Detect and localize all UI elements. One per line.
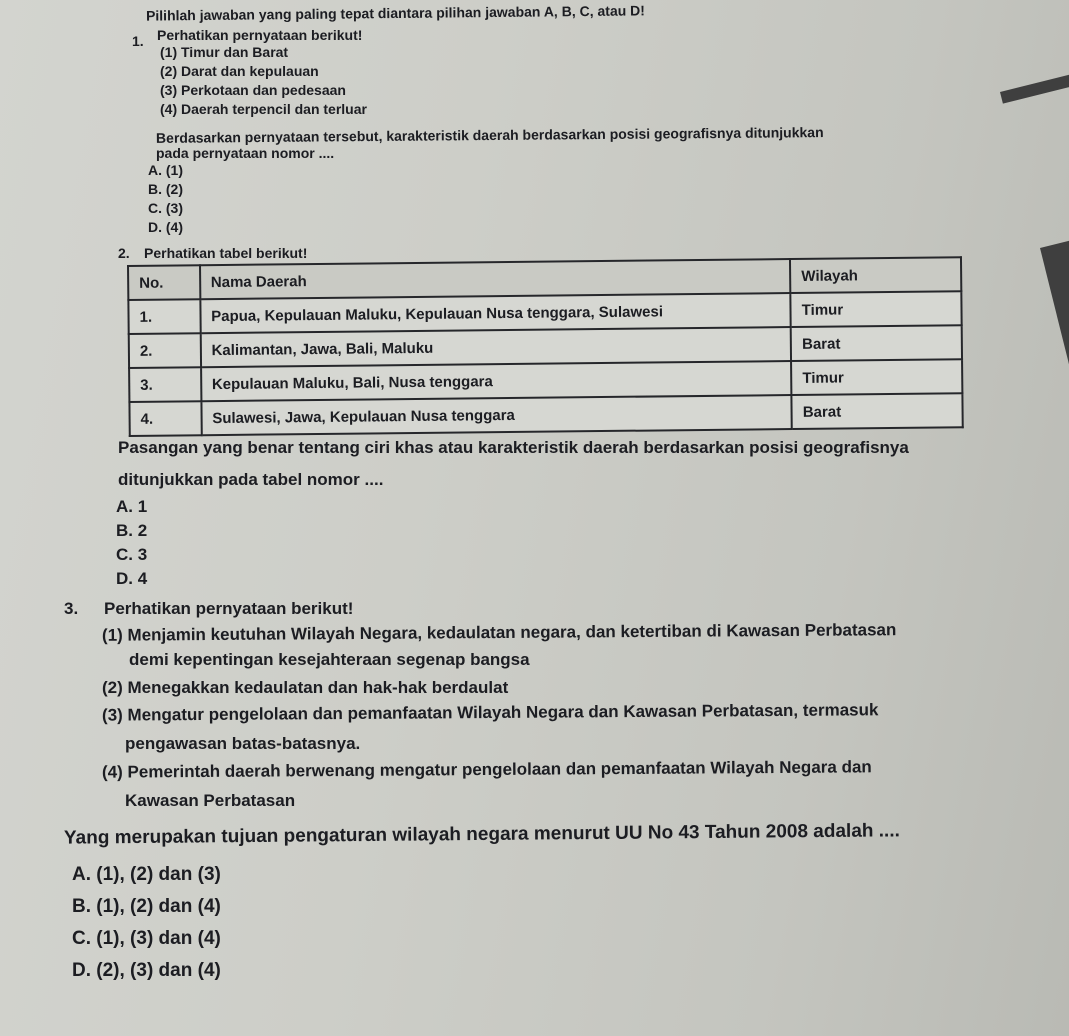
q1-statement: (3) Perkotaan dan pedesaan bbox=[160, 82, 346, 98]
q1-statement: (4) Daerah terpencil dan terluar bbox=[160, 101, 367, 117]
q2-number: 2. bbox=[118, 245, 130, 261]
table-cell-area: Kalimantan, Jawa, Bali, Maluku bbox=[200, 327, 791, 367]
table-cell-area: Kepulauan Maluku, Bali, Nusa tenggara bbox=[201, 361, 792, 401]
region-table bbox=[127, 256, 964, 437]
q1-option-b: B. (2) bbox=[148, 181, 183, 197]
table-cell-no: 3. bbox=[129, 367, 201, 402]
q2-option-d: D. 4 bbox=[116, 569, 148, 588]
q3-option-a: A. (1), (2) dan (3) bbox=[72, 864, 221, 885]
table-cell-area: Papua, Kepulauan Maluku, Kepulauan Nusa tenggara, Sulawesi bbox=[200, 293, 791, 333]
table-cell-region: Barat bbox=[791, 325, 962, 361]
q1-number: 1. bbox=[132, 33, 144, 49]
q3-number: 3. bbox=[64, 599, 79, 618]
q1-option-d: D. (4) bbox=[148, 219, 183, 235]
q1-statement: (2) Darat dan kepulauan bbox=[160, 63, 319, 79]
q3-statement: demi kepentingan kesejahteraan segenap bangsa bbox=[129, 650, 530, 669]
table-cell-region: Timur bbox=[791, 291, 962, 327]
q2-prompt: Perhatikan tabel berikut! bbox=[144, 245, 308, 261]
q1-option-a: A. (1) bbox=[148, 162, 183, 178]
table-cell-no: 4. bbox=[129, 401, 201, 436]
q3-statement: Kawasan Perbatasan bbox=[125, 791, 296, 810]
q1-option-c: C. (3) bbox=[148, 200, 183, 216]
q3-option-c: C. (1), (3) dan (4) bbox=[72, 928, 221, 949]
q2-option-a: A. 1 bbox=[116, 497, 148, 516]
q3-question: Yang merupakan tujuan pengaturan wilayah negara menurut UU No 43 Tahun 2008 adalah .... bbox=[63, 820, 900, 849]
q3-statement: (2) Menegakkan kedaulatan dan hak-hak berdaulat bbox=[102, 678, 509, 697]
q1-statement: (1) Timur dan Barat bbox=[160, 44, 289, 60]
q1-prompt: Perhatikan pernyataan berikut! bbox=[157, 27, 363, 43]
q2-option-b: B. 2 bbox=[116, 521, 148, 540]
q3-statement: (3) Mengatur pengelolaan dan pemanfaatan Wilayah Negara dan Kawasan Perbatasan, termasuk bbox=[101, 700, 879, 725]
q3-option-d: D. (2), (3) dan (4) bbox=[72, 960, 221, 981]
q3-option-b: B. (1), (2) dan (4) bbox=[72, 896, 221, 917]
instruction-text: Pilihlah jawaban yang paling tepat diantara pilihan jawaban A, B, C, atau D! bbox=[145, 2, 645, 24]
table-header-region: Wilayah bbox=[790, 257, 961, 293]
q3-statement: pengawasan batas-batasnya. bbox=[125, 734, 361, 753]
table-cell-region: Timur bbox=[791, 359, 962, 395]
q2-question: Pasangan yang benar tentang ciri khas atau karakteristik daerah berdasarkan posisi geografisnya bbox=[118, 438, 909, 457]
q3-statement: (4) Pemerintah daerah berwenang mengatur pengelolaan dan pemanfaatan Wilayah Negara dan bbox=[101, 757, 872, 782]
table-header-area: Nama Daerah bbox=[200, 259, 791, 299]
q2-option-c: C. 3 bbox=[116, 545, 148, 564]
table-cell-no: 1. bbox=[128, 299, 200, 334]
q1-question: Berdasarkan pernyataan tersebut, karakteristik daerah berdasarkan posisi geografisnya ditunjukkan bbox=[155, 124, 824, 146]
table-cell-area: Sulawesi, Jawa, Kepulauan Nusa tenggara bbox=[201, 395, 792, 435]
table-cell-no: 2. bbox=[129, 333, 201, 368]
q3-prompt: Perhatikan pernyataan berikut! bbox=[104, 599, 354, 618]
table-header-no: No. bbox=[128, 265, 200, 300]
table-cell-region: Barat bbox=[792, 393, 963, 429]
q2-question: ditunjukkan pada tabel nomor .... bbox=[118, 470, 384, 489]
q1-question: pada pernyataan nomor .... bbox=[156, 145, 335, 161]
q3-statement: (1) Menjamin keutuhan Wilayah Negara, kedaulatan negara, dan ketertiban di Kawasan Perbatasan bbox=[101, 620, 897, 645]
